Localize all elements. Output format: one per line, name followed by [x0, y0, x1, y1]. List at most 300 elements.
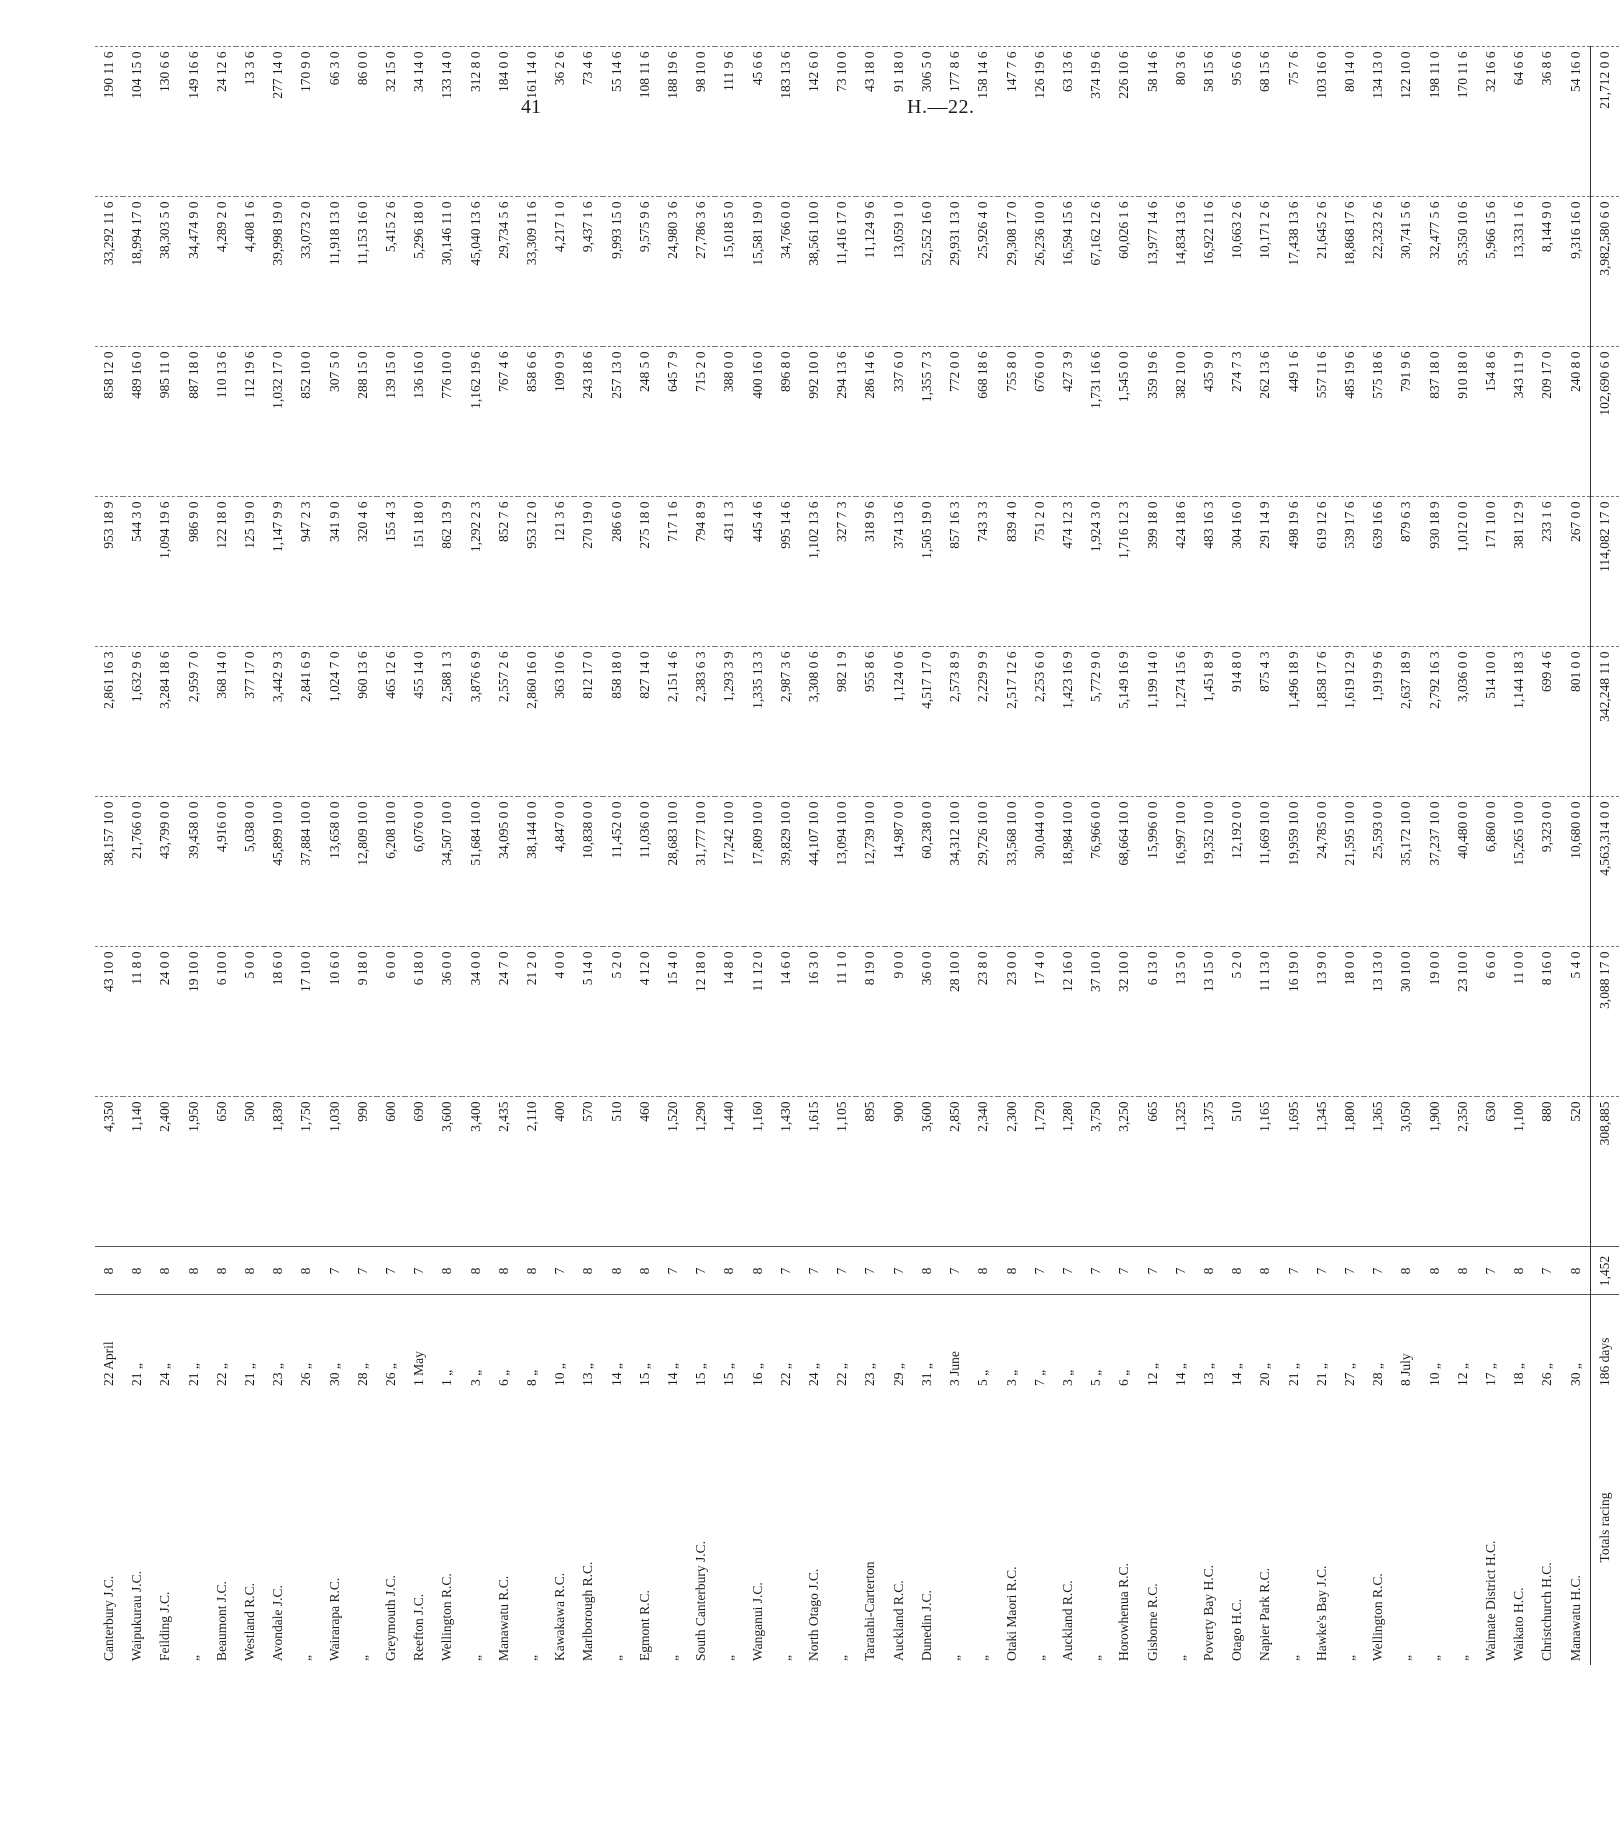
table-row	[998, 47, 1026, 1665]
amount-cell-c7: 24,980 3 6	[659, 197, 687, 347]
table-row	[518, 47, 546, 1665]
amount-cell-c8: 58 15 6	[1195, 47, 1223, 197]
amount-cell-c1: 570	[574, 1097, 602, 1247]
page-number: 41	[521, 96, 541, 118]
race-date-cell: 21 „	[1313, 1363, 1329, 1386]
amount-cell-c1: 3,600	[913, 1097, 941, 1247]
amount-cell-c7: 33,309 11 6	[518, 197, 546, 347]
amount-cell-c7: 14,834 13 6	[1167, 197, 1195, 347]
amount-cell-c4: 2,229 9 9	[969, 647, 997, 797]
amount-cell-c6: 388 0 0	[715, 347, 743, 497]
amount-cell-c5: 1,012 0 0	[1449, 497, 1477, 647]
amount-cell-c1: 1,345	[1308, 1097, 1336, 1247]
club-name-cell	[603, 1390, 631, 1665]
amount-cell-c8: 104 15 0	[123, 47, 151, 197]
race-date-cell: 8 „	[524, 1369, 540, 1386]
table-row	[631, 47, 659, 1665]
race-date-cell: 22 „	[213, 1363, 229, 1386]
club-name-cell	[1562, 1390, 1591, 1665]
days-cell: 8	[1449, 1247, 1477, 1295]
amount-cell-c1: 630	[1477, 1097, 1505, 1247]
amount-cell-c4: 1,144 18 3	[1505, 647, 1533, 797]
club-name-cell	[518, 1390, 546, 1665]
race-date-cell: 24 „	[806, 1363, 822, 1386]
amount-cell-c4: 2,383 6 3	[687, 647, 715, 797]
amount-cell-c8: 133 14 0	[433, 47, 461, 197]
totals-days-cell: 1,452	[1590, 1247, 1619, 1295]
amount-cell-c4: 1,335 13 3	[744, 647, 772, 797]
table-row	[1308, 47, 1336, 1665]
club-name-cell	[1026, 1390, 1054, 1665]
amount-cell-c1: 1,520	[659, 1097, 687, 1247]
club-name: „	[298, 1655, 314, 1661]
amount-cell-c3: 34,507 10 0	[433, 797, 461, 947]
race-date-cell: 1 May	[411, 1351, 427, 1386]
amount-cell-c8: 54 16 0	[1562, 47, 1591, 197]
club-name-cell	[1195, 1390, 1223, 1665]
table-row	[1054, 47, 1082, 1665]
days-cell: 8	[292, 1247, 320, 1295]
amount-cell-c2: 14 8 0	[715, 947, 743, 1097]
amount-cell-c8: 183 13 6	[772, 47, 800, 197]
table-row	[1251, 47, 1279, 1665]
race-date-cell: 26 „	[383, 1363, 399, 1386]
days-cell: 7	[1167, 1247, 1195, 1295]
amount-cell-c3: 35,172 10 0	[1392, 797, 1420, 947]
amount-cell-c5: 286 6 0	[603, 497, 631, 647]
amount-cell-c7: 52,552 16 0	[913, 197, 941, 347]
days-cell: 8	[631, 1247, 659, 1295]
amount-cell-c1: 1,280	[1054, 1097, 1082, 1247]
club-name-cell	[969, 1390, 997, 1665]
club-name: Greymouth J.C.	[383, 1575, 399, 1661]
amount-cell-c6: 485 19 6	[1336, 347, 1364, 497]
amount-cell-c6: 1,545 0 0	[1110, 347, 1138, 497]
race-date-cell: 23 „	[270, 1363, 286, 1386]
race-date-cell: 12 „	[1454, 1363, 1470, 1386]
amount-cell-c8: 91 18 0	[885, 47, 913, 197]
amount-cell-c5: 794 8 9	[687, 497, 715, 647]
amount-cell-c1: 1,030	[321, 1097, 349, 1247]
amount-cell-c2: 6 10 0	[208, 947, 236, 1097]
amount-cell-c1: 2,340	[969, 1097, 997, 1247]
amount-cell-c8: 147 7 6	[998, 47, 1026, 197]
club-name: Waipukurau J.C.	[129, 1570, 145, 1661]
table-row	[1082, 47, 1110, 1665]
table-row	[1505, 47, 1533, 1665]
amount-cell-c7: 5,966 15 6	[1477, 197, 1505, 347]
days-cell: 7	[1139, 1247, 1167, 1295]
amount-cell-c1: 4,350	[95, 1097, 123, 1247]
club-name: „	[975, 1655, 991, 1661]
amount-cell-c6: 337 6 0	[885, 347, 913, 497]
table-row	[574, 47, 602, 1665]
amount-cell-c3: 28,683 10 0	[659, 797, 687, 947]
amount-cell-c4: 875 4 3	[1251, 647, 1279, 797]
amount-cell-c1: 3,750	[1082, 1097, 1110, 1247]
club-name: Feilding J.C.	[157, 1591, 173, 1661]
table-row	[885, 47, 913, 1665]
amount-cell-c4: 3,284 18 6	[151, 647, 179, 797]
amount-cell-c5: 399 18 0	[1139, 497, 1167, 647]
amount-cell-c1: 460	[631, 1097, 659, 1247]
club-name: „	[777, 1655, 793, 1661]
amount-cell-c4: 4,517 17 0	[913, 647, 941, 797]
table-row	[856, 47, 884, 1665]
amount-cell-c7: 22,323 2 6	[1364, 197, 1392, 347]
race-date-cell: 3 „	[1003, 1369, 1019, 1386]
club-name: Auckland R.C.	[1059, 1580, 1075, 1661]
amount-cell-c2: 18 6 0	[264, 947, 292, 1097]
club-name-cell	[1251, 1390, 1279, 1665]
amount-cell-c3: 9,323 0 0	[1533, 797, 1561, 947]
amount-cell-c2: 13 9 0	[1308, 947, 1336, 1097]
club-name-cell	[546, 1390, 574, 1665]
days-cell: 7	[885, 1247, 913, 1295]
amount-cell-c3: 6,860 0 0	[1477, 797, 1505, 947]
club-name: South Canterbury J.C.	[693, 1541, 709, 1661]
amount-cell-c7: 9,993 15 0	[603, 197, 631, 347]
club-name-cell	[1477, 1390, 1505, 1665]
amount-cell-c1: 895	[856, 1097, 884, 1247]
amount-cell-c2: 6 18 0	[405, 947, 433, 1097]
amount-cell-c6: 382 10 0	[1167, 347, 1195, 497]
days-cell: 7	[1054, 1247, 1082, 1295]
days-cell: 8	[913, 1247, 941, 1295]
club-name: Christchurch H.C.	[1539, 1562, 1555, 1661]
club-name-cell	[1167, 1390, 1195, 1665]
amount-cell-c6: 645 7 9	[659, 347, 687, 497]
race-date-cell: 15 „	[721, 1363, 737, 1386]
amount-cell-c1: 520	[1562, 1097, 1591, 1247]
amount-cell-c2: 24 0 0	[151, 947, 179, 1097]
race-date-cell: 21 „	[129, 1363, 145, 1386]
table-row	[490, 47, 518, 1665]
club-name: Dunedin J.C.	[918, 1590, 934, 1661]
days-cell: 8	[1195, 1247, 1223, 1295]
table-body	[95, 47, 1619, 1665]
amount-cell-c3: 15,265 10 0	[1505, 797, 1533, 947]
amount-cell-c7: 45,040 13 6	[462, 197, 490, 347]
amount-cell-c6: 257 13 0	[603, 347, 631, 497]
club-name-cell	[95, 1390, 123, 1665]
amount-cell-c1: 500	[236, 1097, 264, 1247]
days-cell: 8	[603, 1247, 631, 1295]
amount-cell-c8: 80 14 0	[1336, 47, 1364, 197]
amount-cell-c6: 1,162 19 6	[462, 347, 490, 497]
days-cell: 7	[1308, 1247, 1336, 1295]
race-date-cell: 22 „	[834, 1363, 850, 1386]
race-date-cell: 22 „	[777, 1363, 793, 1386]
club-name-cell	[885, 1390, 913, 1665]
amount-cell-c5: 1,292 2 3	[462, 497, 490, 647]
amount-cell-c6: 139 15 0	[377, 347, 405, 497]
race-date-cell: 28 „	[354, 1363, 370, 1386]
amount-cell-c6: 136 16 0	[405, 347, 433, 497]
amount-cell-c2: 5 2 0	[603, 947, 631, 1097]
amount-cell-c4: 858 18 0	[603, 647, 631, 797]
amount-cell-c6: 262 13 6	[1251, 347, 1279, 497]
amount-cell-c3: 29,726 10 0	[969, 797, 997, 947]
amount-cell-c3: 60,238 0 0	[913, 797, 941, 947]
amount-cell-c7: 11,416 17 0	[828, 197, 856, 347]
amount-cell-c3: 13,658 0 0	[321, 797, 349, 947]
club-name: „	[1426, 1655, 1442, 1661]
amount-cell-c6: 755 8 0	[998, 347, 1026, 497]
club-name: Egmont R.C.	[636, 1590, 652, 1661]
amount-cell-c7: 13,059 1 0	[885, 197, 913, 347]
amount-cell-c3: 11,452 0 0	[603, 797, 631, 947]
amount-cell-c5: 291 14 9	[1251, 497, 1279, 647]
amount-cell-c3: 39,458 0 0	[180, 797, 208, 947]
amount-cell-c4: 699 4 6	[1533, 647, 1561, 797]
amount-cell-c6: 852 10 0	[292, 347, 320, 497]
table-row	[1167, 47, 1195, 1665]
club-name-cell	[433, 1390, 461, 1665]
club-name: Reefton J.C.	[411, 1593, 427, 1661]
amount-cell-c2: 16 19 0	[1280, 947, 1308, 1097]
amount-cell-c6: 557 11 6	[1308, 347, 1336, 497]
club-name: Avondale J.C.	[270, 1585, 286, 1661]
days-cell: 7	[349, 1247, 377, 1295]
amount-cell-c2: 18 0 0	[1336, 947, 1364, 1097]
amount-cell-c7: 10,171 2 6	[1251, 197, 1279, 347]
amount-cell-c1: 1,615	[800, 1097, 828, 1247]
race-date-cell: 6 „	[495, 1369, 511, 1386]
amount-cell-c4: 5,149 16 9	[1110, 647, 1138, 797]
table-row	[969, 47, 997, 1665]
amount-cell-c7: 60,026 1 6	[1110, 197, 1138, 347]
amount-cell-c6: 776 10 0	[433, 347, 461, 497]
amount-cell-c8: 75 7 6	[1280, 47, 1308, 197]
amount-cell-c7: 38,303 5 0	[151, 197, 179, 347]
club-name: „	[608, 1655, 624, 1661]
table-row	[913, 47, 941, 1665]
amount-cell-c3: 6,076 0 0	[405, 797, 433, 947]
amount-cell-c6: 286 14 6	[856, 347, 884, 497]
amount-cell-c5: 1,924 3 0	[1082, 497, 1110, 647]
table-row	[603, 47, 631, 1665]
amount-cell-c1: 880	[1533, 1097, 1561, 1247]
table-row	[405, 47, 433, 1665]
club-name-cell	[377, 1390, 405, 1665]
amount-cell-c1: 3,250	[1110, 1097, 1138, 1247]
amount-cell-c2: 9 18 0	[349, 947, 377, 1097]
amount-cell-c2: 13 5 0	[1167, 947, 1195, 1097]
amount-cell-c7: 25,926 4 0	[969, 197, 997, 347]
amount-cell-c7: 13,331 1 6	[1505, 197, 1533, 347]
amount-cell-c8: 122 10 0	[1392, 47, 1420, 197]
amount-cell-c2: 30 10 0	[1392, 947, 1420, 1097]
amount-cell-c5: 320 4 6	[349, 497, 377, 647]
days-cell: 7	[687, 1247, 715, 1295]
race-date-cell: 5 „	[975, 1369, 991, 1386]
amount-cell-c6: 772 0 0	[941, 347, 969, 497]
club-name: Hawke's Bay J.C.	[1313, 1565, 1329, 1661]
amount-cell-c5: 751 2 0	[1026, 497, 1054, 647]
club-name: „	[185, 1655, 201, 1661]
race-date-cell: 14 „	[1229, 1363, 1245, 1386]
amount-cell-c2: 23 0 0	[998, 947, 1026, 1097]
days-cell: 7	[1477, 1247, 1505, 1295]
amount-cell-c8: 68 15 6	[1251, 47, 1279, 197]
amount-cell-c3: 21,766 0 0	[123, 797, 151, 947]
amount-cell-c3: 44,107 10 0	[800, 797, 828, 947]
amount-cell-c8: 86 0 0	[349, 47, 377, 197]
amount-cell-c8: 73 4 6	[574, 47, 602, 197]
race-date-cell: 22 April	[101, 1341, 116, 1386]
table-row	[772, 47, 800, 1665]
amount-cell-c5: 947 2 3	[292, 497, 320, 647]
amount-cell-c7: 10,663 2 6	[1223, 197, 1251, 347]
amount-cell-c8: 177 8 6	[941, 47, 969, 197]
amount-cell-c2: 13 15 0	[1195, 947, 1223, 1097]
table-row	[659, 47, 687, 1665]
amount-cell-c6: 887 18 0	[180, 347, 208, 497]
table-row	[1421, 47, 1449, 1665]
amount-cell-c2: 8 16 0	[1533, 947, 1561, 1097]
amount-cell-c8: 188 19 6	[659, 47, 687, 197]
amount-cell-c3: 17,242 10 0	[715, 797, 743, 947]
amount-cell-c4: 3,036 0 0	[1449, 647, 1477, 797]
amount-cell-c8: 80 3 6	[1167, 47, 1195, 197]
amount-cell-c3: 39,829 10 0	[772, 797, 800, 947]
amount-cell-c4: 2,861 16 3	[95, 647, 123, 797]
race-date-cell: 21 „	[1285, 1363, 1301, 1386]
amount-cell-c3: 31,777 10 0	[687, 797, 715, 947]
amount-cell-c8: 126 19 6	[1026, 47, 1054, 197]
amount-cell-c3: 68,664 10 0	[1110, 797, 1138, 947]
table-row	[236, 47, 264, 1665]
amount-cell-c1: 510	[1223, 1097, 1251, 1247]
race-date-cell: 1 „	[439, 1369, 455, 1386]
amount-cell-c7: 4,217 1 0	[546, 197, 574, 347]
amount-cell-c8: 45 6 6	[744, 47, 772, 197]
club-name: Taratahi-Carterton	[862, 1561, 878, 1661]
club-name-cell	[1223, 1390, 1251, 1665]
table-row	[433, 47, 461, 1665]
club-name-cell	[856, 1390, 884, 1665]
amount-cell-c5: 839 4 0	[998, 497, 1026, 647]
amount-cell-c3: 19,959 10 0	[1280, 797, 1308, 947]
amount-cell-c4: 2,517 12 6	[998, 647, 1026, 797]
club-name: „	[1454, 1655, 1470, 1661]
club-name-cell	[208, 1390, 236, 1665]
racing-returns-table	[95, 47, 1619, 1666]
amount-cell-c6: 154 8 6	[1477, 347, 1505, 497]
amount-cell-c3: 15,996 0 0	[1139, 797, 1167, 947]
amount-cell-c2: 36 0 0	[913, 947, 941, 1097]
amount-cell-c3: 13,094 10 0	[828, 797, 856, 947]
amount-cell-c2: 5 2 0	[1223, 947, 1251, 1097]
amount-cell-c5: 318 9 6	[856, 497, 884, 647]
club-name-cell	[574, 1390, 602, 1665]
amount-cell-c6: 992 10 0	[800, 347, 828, 497]
amount-cell-c5: 953 18 9	[95, 497, 123, 647]
amount-cell-c7: 5,296 18 0	[405, 197, 433, 347]
totals-amount-cell-c5: 114,082 17 0	[1590, 497, 1619, 647]
amount-cell-c3: 25,593 0 0	[1364, 797, 1392, 947]
totals-amount-cell-c2: 3,088 17 0	[1590, 947, 1619, 1097]
amount-cell-c7: 11,124 9 6	[856, 197, 884, 347]
amount-cell-c5: 151 18 0	[405, 497, 433, 647]
amount-cell-c1: 1,375	[1195, 1097, 1223, 1247]
amount-cell-c5: 483 16 3	[1195, 497, 1223, 647]
club-name-cell	[744, 1390, 772, 1665]
race-date-cell: 13 „	[1200, 1363, 1216, 1386]
amount-cell-c7: 5,415 2 6	[377, 197, 405, 347]
amount-cell-c7: 39,998 19 0	[264, 197, 292, 347]
race-date-cell: 10 „	[552, 1363, 568, 1386]
amount-cell-c1: 1,800	[1336, 1097, 1364, 1247]
club-name-cell	[151, 1390, 179, 1665]
amount-cell-c4: 1,451 8 9	[1195, 647, 1223, 797]
table-row	[941, 47, 969, 1665]
amount-cell-c6: 435 9 0	[1195, 347, 1223, 497]
amount-cell-c1: 400	[546, 1097, 574, 1247]
table-row	[1477, 47, 1505, 1665]
club-name-cell	[1533, 1390, 1561, 1665]
totals-amount-cell-c1: 308,885	[1590, 1097, 1619, 1247]
amount-cell-c5: 171 10 0	[1477, 497, 1505, 647]
table-row	[1392, 47, 1420, 1665]
amount-cell-c7: 27,786 3 6	[687, 197, 715, 347]
amount-cell-c1: 1,830	[264, 1097, 292, 1247]
club-name: Otaki Maori R.C.	[1003, 1566, 1019, 1661]
race-date-cell: 5 „	[1088, 1369, 1104, 1386]
amount-cell-c6: 359 19 6	[1139, 347, 1167, 497]
amount-cell-c7: 9,437 1 6	[574, 197, 602, 347]
amount-cell-c2: 43 10 0	[95, 947, 123, 1097]
amount-cell-c3: 37,884 10 0	[292, 797, 320, 947]
amount-cell-c6: 668 18 6	[969, 347, 997, 497]
table-row	[1449, 47, 1477, 1665]
days-cell: 8	[490, 1247, 518, 1295]
amount-cell-c3: 10,838 0 0	[574, 797, 602, 947]
amount-cell-c5: 498 19 6	[1280, 497, 1308, 647]
amount-cell-c5: 125 19 0	[236, 497, 264, 647]
amount-cell-c5: 1,716 12 3	[1110, 497, 1138, 647]
amount-cell-c5: 879 6 3	[1392, 497, 1420, 647]
days-cell: 8	[123, 1247, 151, 1295]
days-cell: 7	[659, 1247, 687, 1295]
amount-cell-c5: 619 12 6	[1308, 497, 1336, 647]
amount-cell-c1: 1,750	[292, 1097, 320, 1247]
amount-cell-c8: 36 8 6	[1533, 47, 1561, 197]
amount-cell-c1: 1,290	[687, 1097, 715, 1247]
amount-cell-c2: 34 0 0	[462, 947, 490, 1097]
club-name: Wellington R.C.	[1370, 1573, 1386, 1661]
amount-cell-c2: 24 7 0	[490, 947, 518, 1097]
club-name: Otago H.C.	[1229, 1599, 1245, 1661]
amount-cell-c4: 3,308 0 6	[800, 647, 828, 797]
days-cell: 8	[1251, 1247, 1279, 1295]
club-name-cell	[800, 1390, 828, 1665]
race-date-cell: 7 „	[1031, 1369, 1047, 1386]
club-name-cell	[1054, 1390, 1082, 1665]
club-name: „	[721, 1655, 737, 1661]
amount-cell-c8: 198 11 0	[1421, 47, 1449, 197]
amount-cell-c7: 33,073 2 0	[292, 197, 320, 347]
race-date-cell: 3 „	[1059, 1369, 1075, 1386]
race-date-cell: 17 „	[1482, 1363, 1498, 1386]
amount-cell-c4: 465 12 6	[377, 647, 405, 797]
table-row	[1223, 47, 1251, 1665]
amount-cell-c5: 544 3 0	[123, 497, 151, 647]
amount-cell-c4: 3,876 6 9	[462, 647, 490, 797]
amount-cell-c8: 374 19 6	[1082, 47, 1110, 197]
amount-cell-c8: 130 6 6	[151, 47, 179, 197]
